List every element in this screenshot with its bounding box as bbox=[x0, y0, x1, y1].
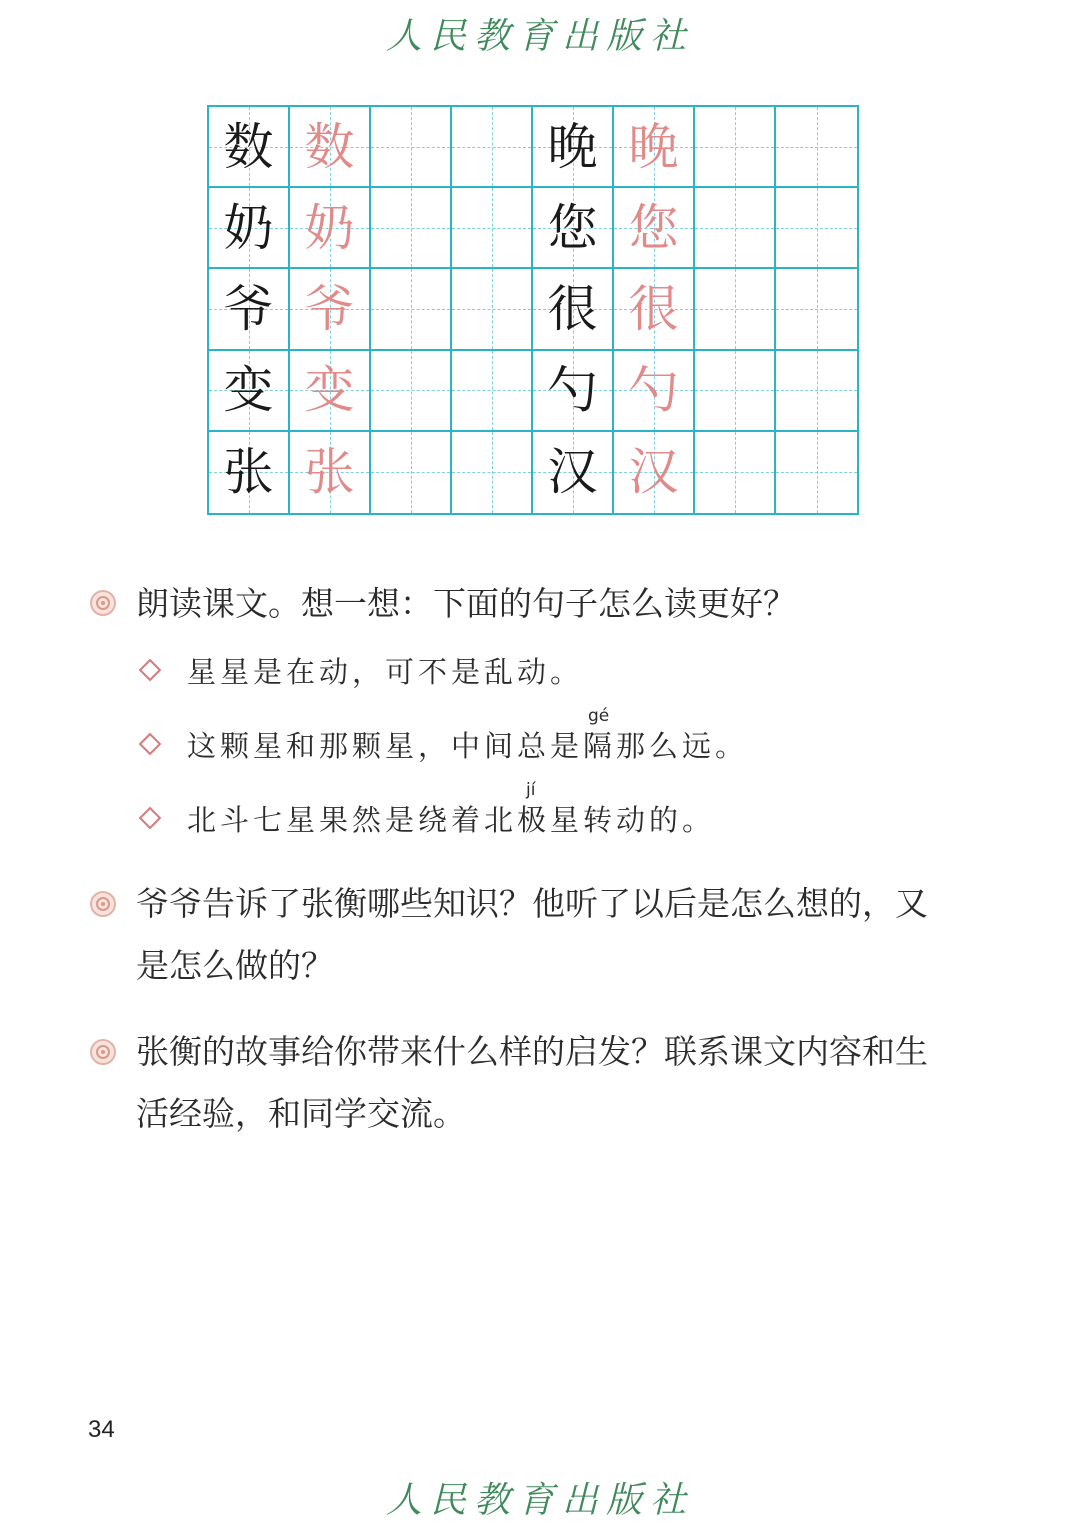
trace-character: 变 bbox=[304, 361, 355, 420]
model-character: 勺 bbox=[547, 361, 598, 420]
grid-cell bbox=[533, 351, 614, 432]
practice-sentence-3: 北斗七星果然是绕着北极星转动的。 bbox=[187, 803, 716, 837]
trace-character: 数 bbox=[304, 117, 355, 176]
blank-grid-cell bbox=[695, 269, 776, 350]
trace-character: 奶 bbox=[304, 198, 355, 257]
grid-cell bbox=[290, 351, 371, 432]
grid-cell bbox=[290, 432, 371, 513]
model-character: 张 bbox=[223, 443, 274, 502]
model-character: 奶 bbox=[223, 198, 274, 257]
grid-cell bbox=[614, 351, 695, 432]
question-bullet-icon bbox=[90, 1039, 116, 1065]
trace-character: 勺 bbox=[628, 361, 679, 420]
grid-cell bbox=[290, 107, 371, 188]
diamond-bullet-icon bbox=[139, 807, 162, 830]
publisher-logo-top: 人民教育出版社 bbox=[385, 16, 694, 57]
trace-character: 很 bbox=[628, 279, 679, 338]
grid-cell bbox=[209, 188, 290, 269]
question-bullet-icon bbox=[90, 590, 116, 616]
question-bullet-icon bbox=[90, 891, 116, 917]
trace-character: 爷 bbox=[304, 279, 355, 338]
blank-grid-cell bbox=[776, 432, 857, 513]
question-3-line-1: 张衡的故事给你带来什么样的启发？联系课文内容和生 bbox=[136, 1032, 928, 1071]
blank-grid-cell bbox=[452, 351, 533, 432]
model-character: 晚 bbox=[547, 117, 598, 176]
blank-grid-cell bbox=[371, 188, 452, 269]
grid-cell bbox=[290, 188, 371, 269]
trace-character: 您 bbox=[628, 198, 679, 257]
blank-grid-cell bbox=[776, 188, 857, 269]
grid-cell bbox=[533, 188, 614, 269]
blank-grid-cell bbox=[371, 107, 452, 188]
blank-grid-cell bbox=[452, 188, 533, 269]
model-character: 汉 bbox=[547, 443, 598, 502]
practice-sentence-1: 星星是在动，可不是乱动。 bbox=[187, 655, 584, 689]
model-character: 您 bbox=[547, 198, 598, 257]
blank-grid-cell bbox=[452, 269, 533, 350]
grid-cell bbox=[614, 107, 695, 188]
grid-cell bbox=[533, 107, 614, 188]
writing-grid bbox=[207, 105, 859, 515]
blank-grid-cell bbox=[695, 351, 776, 432]
model-character: 数 bbox=[223, 117, 274, 176]
trace-character: 晚 bbox=[628, 117, 679, 176]
question-3-line-2: 活经验，和同学交流。 bbox=[136, 1094, 466, 1133]
grid-cell bbox=[209, 432, 290, 513]
blank-grid-cell bbox=[452, 107, 533, 188]
blank-grid-cell bbox=[776, 269, 857, 350]
blank-grid-cell bbox=[695, 432, 776, 513]
blank-grid-cell bbox=[776, 351, 857, 432]
trace-character: 张 bbox=[304, 443, 355, 502]
blank-grid-cell bbox=[371, 432, 452, 513]
grid-cell bbox=[533, 432, 614, 513]
grid-cell bbox=[614, 269, 695, 350]
grid-cell bbox=[209, 351, 290, 432]
pinyin-annotation: gé bbox=[588, 706, 610, 726]
diamond-bullet-icon bbox=[139, 659, 162, 682]
blank-grid-cell bbox=[695, 188, 776, 269]
grid-cell bbox=[614, 432, 695, 513]
question-2-line-2: 是怎么做的？ bbox=[136, 946, 334, 985]
trace-character: 汉 bbox=[628, 443, 679, 502]
question-1-text: 朗读课文。想一想：下面的句子怎么读更好？ bbox=[136, 584, 796, 623]
publisher-logo-bottom: 人民教育出版社 bbox=[385, 1480, 694, 1521]
model-character: 很 bbox=[547, 279, 598, 338]
grid-cell bbox=[614, 188, 695, 269]
grid-cell bbox=[209, 107, 290, 188]
page-number: 34 bbox=[88, 1416, 115, 1443]
blank-grid-cell bbox=[776, 107, 857, 188]
grid-cell bbox=[209, 269, 290, 350]
grid-cell bbox=[290, 269, 371, 350]
blank-grid-cell bbox=[452, 432, 533, 513]
grid-cell bbox=[533, 269, 614, 350]
blank-grid-cell bbox=[695, 107, 776, 188]
pinyin-annotation: jí bbox=[526, 780, 536, 800]
blank-grid-cell bbox=[371, 351, 452, 432]
practice-sentence-2: 这颗星和那颗星，中间总是隔那么远。 bbox=[187, 729, 749, 763]
question-2-line-1: 爷爷告诉了张衡哪些知识？他听了以后是怎么想的，又 bbox=[136, 884, 928, 923]
blank-grid-cell bbox=[371, 269, 452, 350]
model-character: 爷 bbox=[223, 279, 274, 338]
model-character: 变 bbox=[223, 361, 274, 420]
diamond-bullet-icon bbox=[139, 733, 162, 756]
